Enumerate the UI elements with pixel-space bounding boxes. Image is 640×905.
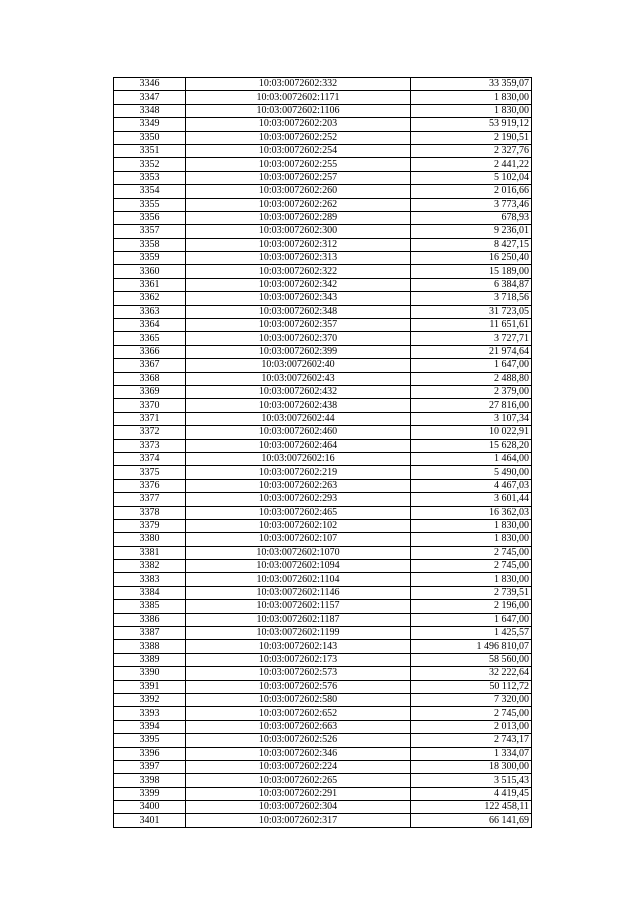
cadastral-number-cell: 10:03:0072602:304 (186, 801, 411, 814)
cadastral-number-cell: 10:03:0072602:257 (186, 171, 411, 184)
row-number-cell: 3346 (114, 78, 186, 91)
amount-cell: 50 112,72 (411, 680, 532, 693)
table-row (114, 546, 532, 559)
table-row (114, 801, 532, 814)
row-number-cell: 3371 (114, 412, 186, 425)
table-row (114, 519, 532, 532)
cadastral-number-cell: 10:03:0072602:432 (186, 385, 411, 398)
cadastral-number-cell: 10:03:0072602:293 (186, 493, 411, 506)
cadastral-number-cell: 10:03:0072602:263 (186, 479, 411, 492)
row-number-cell: 3352 (114, 158, 186, 171)
cadastral-number-cell: 10:03:0072602:44 (186, 412, 411, 425)
cadastral-number-cell: 10:03:0072602:1199 (186, 627, 411, 640)
amount-cell: 10 022,91 (411, 426, 532, 439)
amount-cell: 1 496 810,07 (411, 640, 532, 653)
row-number-cell: 3398 (114, 774, 186, 787)
amount-cell: 5 102,04 (411, 171, 532, 184)
cadastral-number-cell: 10:03:0072602:312 (186, 238, 411, 251)
amount-cell: 2 196,00 (411, 600, 532, 613)
amount-cell: 16 250,40 (411, 252, 532, 265)
cadastral-number-cell: 10:03:0072602:1157 (186, 600, 411, 613)
row-number-cell: 3390 (114, 667, 186, 680)
amount-cell: 2 327,76 (411, 144, 532, 157)
cadastral-number-cell: 10:03:0072602:576 (186, 680, 411, 693)
row-number-cell: 3361 (114, 278, 186, 291)
cadastral-number-cell: 10:03:0072602:300 (186, 225, 411, 238)
cadastral-number-cell: 10:03:0072602:219 (186, 466, 411, 479)
table-row (114, 774, 532, 787)
cadastral-number-cell: 10:03:0072602:255 (186, 158, 411, 171)
table-row (114, 225, 532, 238)
table-row (114, 760, 532, 773)
table-row (114, 426, 532, 439)
row-number-cell: 3358 (114, 238, 186, 251)
table-row (114, 747, 532, 760)
cadastral-number-cell: 10:03:0072602:370 (186, 332, 411, 345)
cadastral-number-cell: 10:03:0072602:43 (186, 372, 411, 385)
table-row (114, 452, 532, 465)
table-row (114, 814, 532, 827)
amount-cell: 3 107,34 (411, 412, 532, 425)
row-number-cell: 3356 (114, 211, 186, 224)
cadastral-number-cell: 10:03:0072602:265 (186, 774, 411, 787)
amount-cell: 16 362,03 (411, 506, 532, 519)
amount-cell: 18 300,00 (411, 760, 532, 773)
table-row (114, 560, 532, 573)
amount-cell: 1 425,57 (411, 627, 532, 640)
amount-cell: 2 016,66 (411, 185, 532, 198)
amount-cell: 4 467,03 (411, 479, 532, 492)
amount-cell: 2 379,00 (411, 385, 532, 398)
cadastral-number-cell: 10:03:0072602:652 (186, 707, 411, 720)
row-number-cell: 3350 (114, 131, 186, 144)
table-row (114, 693, 532, 706)
cadastral-number-cell: 10:03:0072602:1146 (186, 586, 411, 599)
row-number-cell: 3367 (114, 359, 186, 372)
amount-cell: 3 727,71 (411, 332, 532, 345)
cadastral-number-cell: 10:03:0072602:1106 (186, 104, 411, 117)
cadastral-number-cell: 10:03:0072602:663 (186, 720, 411, 733)
table-row (114, 385, 532, 398)
amount-cell: 5 490,00 (411, 466, 532, 479)
amount-cell: 32 222,64 (411, 667, 532, 680)
cadastral-number-cell: 10:03:0072602:317 (186, 814, 411, 827)
amount-cell: 7 320,00 (411, 693, 532, 706)
cadastral-number-cell: 10:03:0072602:1171 (186, 91, 411, 104)
amount-cell: 2 488,80 (411, 372, 532, 385)
row-number-cell: 3387 (114, 627, 186, 640)
row-number-cell: 3382 (114, 560, 186, 573)
row-number-cell: 3385 (114, 600, 186, 613)
cadastral-number-cell: 10:03:0072602:224 (186, 760, 411, 773)
row-number-cell: 3366 (114, 345, 186, 358)
cadastral-number-cell: 10:03:0072602:1094 (186, 560, 411, 573)
table-row (114, 613, 532, 626)
table-row (114, 372, 532, 385)
data-table (113, 77, 532, 828)
row-number-cell: 3384 (114, 586, 186, 599)
row-number-cell: 3394 (114, 720, 186, 733)
row-number-cell: 3393 (114, 707, 186, 720)
row-number-cell: 3351 (114, 144, 186, 157)
table-row (114, 118, 532, 131)
amount-cell: 15 628,20 (411, 439, 532, 452)
cadastral-number-cell: 10:03:0072602:1104 (186, 573, 411, 586)
row-number-cell: 3395 (114, 734, 186, 747)
row-number-cell: 3353 (114, 171, 186, 184)
amount-cell: 122 458,11 (411, 801, 532, 814)
table-row (114, 586, 532, 599)
cadastral-number-cell: 10:03:0072602:465 (186, 506, 411, 519)
table-row (114, 787, 532, 800)
cadastral-number-cell: 10:03:0072602:289 (186, 211, 411, 224)
amount-cell: 2 739,51 (411, 586, 532, 599)
row-number-cell: 3378 (114, 506, 186, 519)
table-row (114, 506, 532, 519)
row-number-cell: 3379 (114, 519, 186, 532)
amount-cell: 66 141,69 (411, 814, 532, 827)
amount-cell: 2 190,51 (411, 131, 532, 144)
row-number-cell: 3400 (114, 801, 186, 814)
amount-cell: 3 601,44 (411, 493, 532, 506)
table-row (114, 667, 532, 680)
amount-cell: 1 830,00 (411, 533, 532, 546)
cadastral-number-cell: 10:03:0072602:313 (186, 252, 411, 265)
table-row (114, 332, 532, 345)
table-row (114, 211, 532, 224)
row-number-cell: 3373 (114, 439, 186, 452)
row-number-cell: 3397 (114, 760, 186, 773)
amount-cell: 31 723,05 (411, 305, 532, 318)
table-row (114, 91, 532, 104)
row-number-cell: 3399 (114, 787, 186, 800)
amount-cell: 1 830,00 (411, 91, 532, 104)
amount-cell: 2 745,00 (411, 546, 532, 559)
table-row (114, 185, 532, 198)
row-number-cell: 3365 (114, 332, 186, 345)
row-number-cell: 3377 (114, 493, 186, 506)
table-row (114, 278, 532, 291)
amount-cell: 2 745,00 (411, 560, 532, 573)
row-number-cell: 3360 (114, 265, 186, 278)
table-row (114, 707, 532, 720)
row-number-cell: 3368 (114, 372, 186, 385)
cadastral-number-cell: 10:03:0072602:332 (186, 78, 411, 91)
row-number-cell: 3386 (114, 613, 186, 626)
cadastral-number-cell: 10:03:0072602:580 (186, 693, 411, 706)
cadastral-number-cell: 10:03:0072602:16 (186, 452, 411, 465)
cadastral-number-cell: 10:03:0072602:438 (186, 399, 411, 412)
amount-cell: 8 427,15 (411, 238, 532, 251)
table-row (114, 493, 532, 506)
cadastral-number-cell: 10:03:0072602:102 (186, 519, 411, 532)
amount-cell: 3 773,46 (411, 198, 532, 211)
row-number-cell: 3391 (114, 680, 186, 693)
table-row (114, 292, 532, 305)
cadastral-number-cell: 10:03:0072602:143 (186, 640, 411, 653)
amount-cell: 21 974,64 (411, 345, 532, 358)
table-body (114, 78, 532, 828)
amount-cell: 2 745,00 (411, 707, 532, 720)
table-row (114, 305, 532, 318)
table-row (114, 158, 532, 171)
amount-cell: 1 647,00 (411, 613, 532, 626)
cadastral-number-cell: 10:03:0072602:1070 (186, 546, 411, 559)
amount-cell: 15 189,00 (411, 265, 532, 278)
table-row (114, 680, 532, 693)
row-number-cell: 3396 (114, 747, 186, 760)
row-number-cell: 3392 (114, 693, 186, 706)
table-row (114, 479, 532, 492)
row-number-cell: 3383 (114, 573, 186, 586)
table-row (114, 238, 532, 251)
table-row (114, 78, 532, 91)
table-row (114, 600, 532, 613)
amount-cell: 33 359,07 (411, 78, 532, 91)
row-number-cell: 3354 (114, 185, 186, 198)
amount-cell: 53 919,12 (411, 118, 532, 131)
row-number-cell: 3369 (114, 385, 186, 398)
table-row (114, 439, 532, 452)
table-row (114, 412, 532, 425)
table-row (114, 466, 532, 479)
table-row (114, 319, 532, 332)
amount-cell: 6 384,87 (411, 278, 532, 291)
row-number-cell: 3364 (114, 319, 186, 332)
cadastral-number-cell: 10:03:0072602:260 (186, 185, 411, 198)
row-number-cell: 3357 (114, 225, 186, 238)
amount-cell: 27 816,00 (411, 399, 532, 412)
table-row (114, 734, 532, 747)
cadastral-number-cell: 10:03:0072602:1187 (186, 613, 411, 626)
amount-cell: 3 515,43 (411, 774, 532, 787)
cadastral-number-cell: 10:03:0072602:262 (186, 198, 411, 211)
cadastral-number-cell: 10:03:0072602:203 (186, 118, 411, 131)
table-row (114, 252, 532, 265)
amount-cell: 678,93 (411, 211, 532, 224)
cadastral-number-cell: 10:03:0072602:348 (186, 305, 411, 318)
cadastral-number-cell: 10:03:0072602:254 (186, 144, 411, 157)
row-number-cell: 3381 (114, 546, 186, 559)
row-number-cell: 3375 (114, 466, 186, 479)
row-number-cell: 3349 (114, 118, 186, 131)
table-row (114, 399, 532, 412)
row-number-cell: 3362 (114, 292, 186, 305)
amount-cell: 9 236,01 (411, 225, 532, 238)
amount-cell: 1 830,00 (411, 104, 532, 117)
amount-cell: 58 560,00 (411, 653, 532, 666)
row-number-cell: 3347 (114, 91, 186, 104)
row-number-cell: 3363 (114, 305, 186, 318)
cadastral-number-cell: 10:03:0072602:343 (186, 292, 411, 305)
row-number-cell: 3388 (114, 640, 186, 653)
cadastral-number-cell: 10:03:0072602:399 (186, 345, 411, 358)
cadastral-number-cell: 10:03:0072602:322 (186, 265, 411, 278)
amount-cell: 1 830,00 (411, 519, 532, 532)
amount-cell: 1 647,00 (411, 359, 532, 372)
amount-cell: 2 743,17 (411, 734, 532, 747)
amount-cell: 1 334,07 (411, 747, 532, 760)
table-row (114, 573, 532, 586)
row-number-cell: 3374 (114, 452, 186, 465)
amount-cell: 2 441,22 (411, 158, 532, 171)
row-number-cell: 3389 (114, 653, 186, 666)
table-row (114, 533, 532, 546)
table-row (114, 131, 532, 144)
table-row (114, 359, 532, 372)
cadastral-number-cell: 10:03:0072602:40 (186, 359, 411, 372)
row-number-cell: 3355 (114, 198, 186, 211)
table-row (114, 653, 532, 666)
row-number-cell: 3372 (114, 426, 186, 439)
row-number-cell: 3380 (114, 533, 186, 546)
table-row (114, 627, 532, 640)
cadastral-number-cell: 10:03:0072602:346 (186, 747, 411, 760)
row-number-cell: 3370 (114, 399, 186, 412)
cadastral-number-cell: 10:03:0072602:252 (186, 131, 411, 144)
table-row (114, 265, 532, 278)
cadastral-number-cell: 10:03:0072602:464 (186, 439, 411, 452)
table-row (114, 345, 532, 358)
cadastral-number-cell: 10:03:0072602:107 (186, 533, 411, 546)
amount-cell: 3 718,56 (411, 292, 532, 305)
amount-cell: 2 013,00 (411, 720, 532, 733)
cadastral-number-cell: 10:03:0072602:173 (186, 653, 411, 666)
table-row (114, 104, 532, 117)
row-number-cell: 3359 (114, 252, 186, 265)
row-number-cell: 3348 (114, 104, 186, 117)
table-row (114, 720, 532, 733)
cadastral-number-cell: 10:03:0072602:460 (186, 426, 411, 439)
cadastral-number-cell: 10:03:0072602:357 (186, 319, 411, 332)
amount-cell: 4 419,45 (411, 787, 532, 800)
row-number-cell: 3401 (114, 814, 186, 827)
table-row (114, 640, 532, 653)
amount-cell: 1 830,00 (411, 573, 532, 586)
row-number-cell: 3376 (114, 479, 186, 492)
table-row (114, 171, 532, 184)
table-row (114, 198, 532, 211)
cadastral-number-cell: 10:03:0072602:573 (186, 667, 411, 680)
amount-cell: 1 464,00 (411, 452, 532, 465)
cadastral-number-cell: 10:03:0072602:342 (186, 278, 411, 291)
cadastral-number-cell: 10:03:0072602:291 (186, 787, 411, 800)
table-row (114, 144, 532, 157)
cadastral-number-cell: 10:03:0072602:526 (186, 734, 411, 747)
amount-cell: 11 651,61 (411, 319, 532, 332)
